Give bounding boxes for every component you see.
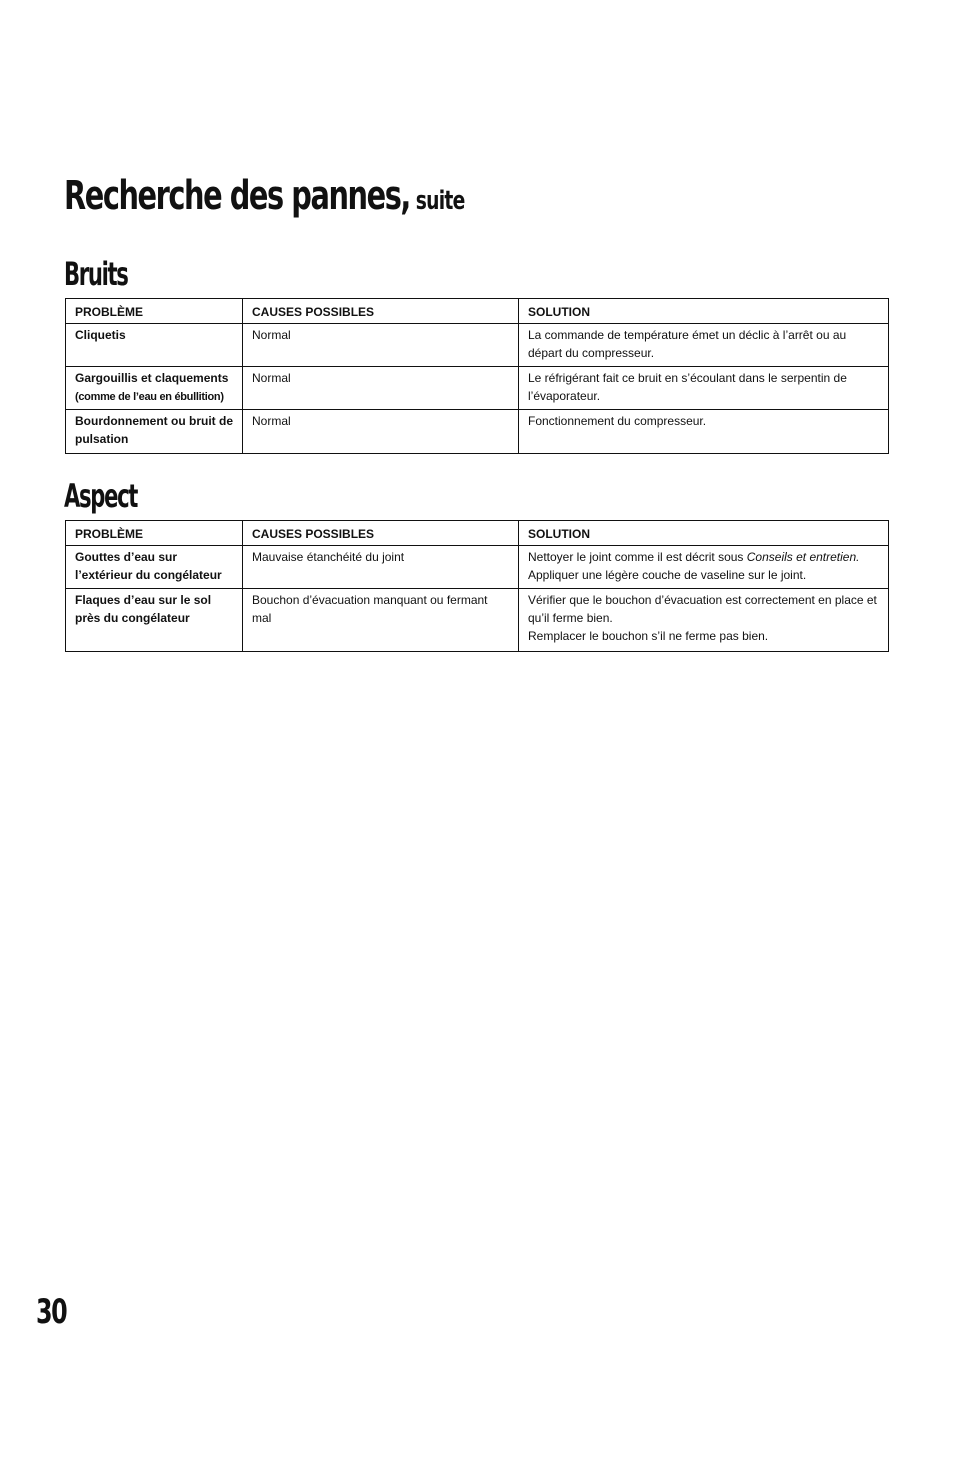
cause-cell: Normal (243, 410, 519, 454)
solution-reference: Conseils et entretien. (746, 550, 860, 564)
problem-cell: Bourdonnement ou bruit de pulsation (66, 410, 243, 454)
solution-text: Appliquer une légère couche de vaseline sur le joint. (528, 568, 807, 582)
solution-cell (519, 546, 889, 589)
section-title-bruits: Bruits (64, 255, 128, 293)
table-bruits (65, 298, 889, 454)
problem-cell (66, 367, 243, 410)
solution-cell: La commande de température émet un déclic à l’arrêt ou au départ du compresseur. (519, 324, 889, 367)
solution-cell: Fonctionnement du compresseur. (519, 410, 889, 454)
solution-text: Remplacer le bouchon s’il ne ferme pas bien. (528, 629, 769, 643)
cause-cell: Bouchon d’évacuation manquant ou fermant mal (243, 589, 519, 652)
problem-cell: Cliquetis (66, 324, 243, 367)
solution-text: Nettoyer le joint comme il est décrit sous (528, 550, 747, 564)
section-title-aspect: Aspect (64, 477, 138, 515)
problem-cell: Flaques d’eau sur le sol près du congélateur (66, 589, 243, 652)
page-title-main: Recherche des pannes, (64, 173, 410, 219)
header-causes: CAUSES POSSIBLES (243, 521, 519, 546)
solution-cell: Le réfrigérant fait ce bruit en s’écoulant dans le serpentin de l’évaporateur. (519, 367, 889, 410)
cause-cell: Normal (243, 367, 519, 410)
solution-text: Vérifier que le bouchon d’évacuation est correctement en place et qu’il ferme bien. (528, 593, 877, 625)
header-causes: CAUSES POSSIBLES (243, 299, 519, 324)
problem-cell: Gouttes d’eau sur l’extérieur du congélateur (66, 546, 243, 589)
header-solution: SOLUTION (519, 299, 889, 324)
table-row (66, 589, 889, 652)
table-row (66, 367, 889, 410)
page-number: 30 (36, 1292, 67, 1332)
header-probleme: PROBLÈME (66, 299, 243, 324)
problem-text: Gargouillis et claquements (75, 371, 229, 385)
page-title-suffix: suite (409, 186, 465, 216)
table-aspect (65, 520, 889, 652)
problem-subtext: (comme de l’eau en ébullition) (75, 391, 224, 403)
table-row (66, 410, 889, 454)
page-title (64, 168, 465, 229)
header-probleme: PROBLÈME (66, 521, 243, 546)
table-header-row (66, 299, 889, 324)
table-row (66, 324, 889, 367)
table-row (66, 546, 889, 589)
table-header-row (66, 521, 889, 546)
solution-cell (519, 589, 889, 652)
cause-cell: Normal (243, 324, 519, 367)
cause-cell: Mauvaise étanchéité du joint (243, 546, 519, 589)
header-solution: SOLUTION (519, 521, 889, 546)
